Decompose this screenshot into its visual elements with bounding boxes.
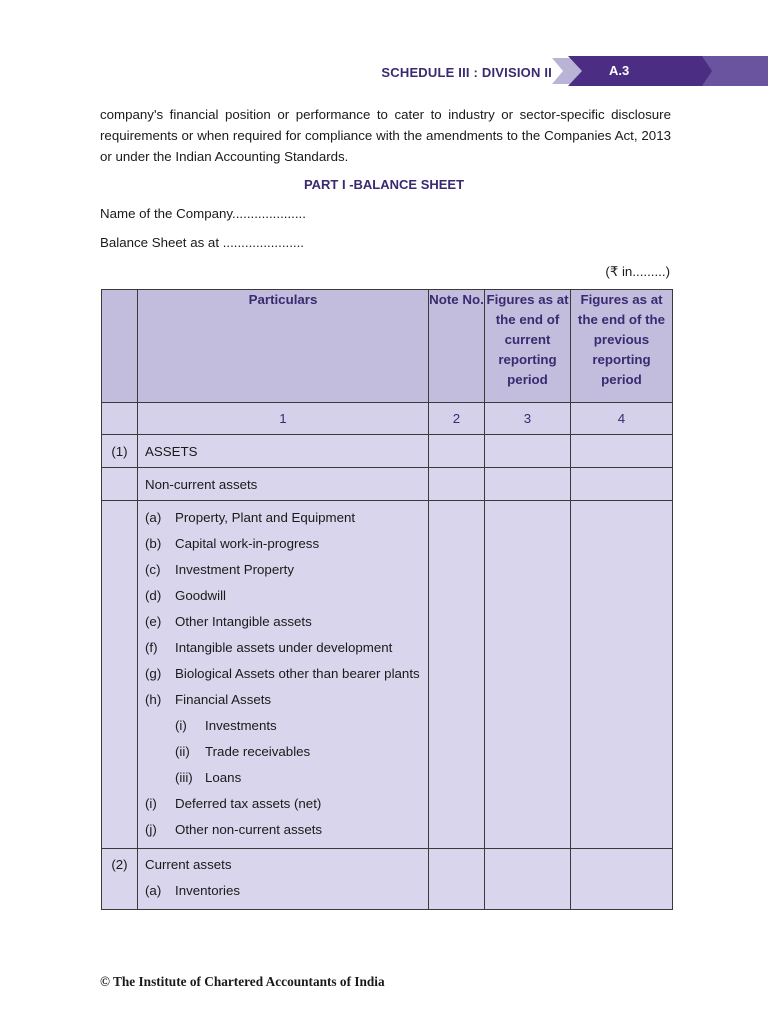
- intro-paragraph: company's financial position or performance to cater to industry or sector-specific disclosure requirements or when required for compliance with the amendments to the Companies Act, 2013 or under the Indian Accounting Standards.: [100, 107, 671, 164]
- assets-number: (1): [102, 435, 138, 468]
- empty-cell: [102, 501, 138, 849]
- current-items-list: [145, 881, 421, 901]
- empty-cell: [485, 849, 571, 910]
- item-text: Capital work-in-progress: [175, 536, 320, 551]
- header-note-no: Note No.: [429, 290, 485, 403]
- empty-cell: [429, 849, 485, 910]
- item-letter: (g): [145, 666, 162, 681]
- column-number-row: [102, 403, 673, 435]
- empty-cell: [485, 501, 571, 849]
- empty-cell: [485, 468, 571, 501]
- list-item: [145, 586, 421, 606]
- current-assets-number: (2): [102, 849, 138, 910]
- empty-cell: [429, 468, 485, 501]
- current-assets-cell: [138, 849, 429, 910]
- page-header: [0, 56, 768, 86]
- item-text: Trade receivables: [205, 744, 311, 759]
- list-item: [145, 508, 421, 528]
- list-item: [145, 664, 421, 684]
- item-text: Goodwill: [175, 588, 226, 603]
- colnum-2: 2: [429, 403, 485, 435]
- item-text: Intangible assets under development: [175, 640, 393, 655]
- empty-cell: [429, 435, 485, 468]
- colnum-3: 3: [485, 403, 571, 435]
- list-item: [145, 638, 421, 658]
- current-assets-row: [102, 849, 673, 910]
- header-particulars: Particulars: [138, 290, 429, 403]
- item-letter: (i): [145, 796, 157, 811]
- item-letter: (h): [145, 692, 162, 707]
- item-text: Loans: [205, 770, 242, 785]
- balance-sheet-date-line: Balance Sheet as at ......................: [100, 235, 304, 250]
- noncurrent-items-list: [138, 501, 429, 849]
- list-item: [145, 690, 421, 710]
- item-letter: (e): [145, 614, 162, 629]
- item-letter: (a): [145, 510, 162, 525]
- schedule-title: SCHEDULE III : DIVISION II: [381, 65, 552, 80]
- empty-cell: [571, 501, 673, 849]
- table-header-row: [102, 290, 673, 403]
- assets-label: ASSETS: [138, 435, 429, 468]
- empty-cell: [485, 435, 571, 468]
- balance-sheet-table: [101, 289, 673, 910]
- item-text: Investment Property: [175, 562, 294, 577]
- item-text: Investments: [205, 718, 277, 733]
- sub-list-item: [145, 716, 421, 736]
- noncurrent-items-row: [102, 501, 673, 849]
- item-letter: (ii): [175, 744, 190, 759]
- current-assets-label-line: [145, 855, 421, 875]
- empty-cell: [571, 468, 673, 501]
- part-title: PART I -BALANCE SHEET: [303, 177, 465, 192]
- item-letter: (iii): [175, 770, 193, 785]
- noncurrent-label: Non-current assets: [138, 468, 429, 501]
- item-text: Inventories: [175, 883, 241, 898]
- item-letter: (j): [145, 822, 157, 837]
- item-letter: (f): [145, 640, 158, 655]
- empty-cell: [429, 501, 485, 849]
- item-letter: (d): [145, 588, 162, 603]
- colnum-1: 1: [138, 403, 429, 435]
- item-text: Property, Plant and Equipment: [175, 510, 356, 525]
- item-text: Deferred tax assets (net): [175, 796, 322, 811]
- item-text: Financial Assets: [175, 692, 272, 707]
- company-name-line: Name of the Company....................: [100, 206, 306, 221]
- noncurrent-header-row: [102, 468, 673, 501]
- footer-copyright: © The Institute of Chartered Accountants of India: [100, 974, 385, 989]
- item-letter: (a): [145, 883, 162, 898]
- list-item: [145, 534, 421, 554]
- header-previous-period: Figures as at the end of the previous reporting period: [571, 290, 673, 403]
- header-current-period: Figures as at the end of current reporting period: [485, 290, 571, 403]
- empty-cell: [102, 468, 138, 501]
- currency-unit-note: (₹ in.........): [605, 264, 670, 279]
- header-band: [552, 56, 768, 86]
- item-letter: (c): [145, 562, 161, 577]
- empty-cell: [571, 849, 673, 910]
- item-text: Other Intangible assets: [175, 614, 312, 629]
- list-item: [145, 820, 421, 840]
- list-item: [145, 560, 421, 580]
- list-item: [145, 794, 421, 814]
- list-item: [145, 881, 421, 901]
- assets-row: [102, 435, 673, 468]
- list-item: [145, 612, 421, 632]
- page-number: A.3: [609, 63, 630, 78]
- header-blank-cell: [102, 290, 138, 403]
- empty-cell: [571, 435, 673, 468]
- item-letter: (b): [145, 536, 162, 551]
- sub-list-item: [145, 742, 421, 762]
- current-assets-label: Current assets: [145, 857, 232, 872]
- colnum-4: 4: [571, 403, 673, 435]
- colnum-blank: [102, 403, 138, 435]
- sub-list-item: [145, 768, 421, 788]
- item-text: Biological Assets other than bearer plants: [175, 666, 420, 681]
- item-text: Other non-current assets: [175, 822, 323, 837]
- item-letter: (i): [175, 718, 187, 733]
